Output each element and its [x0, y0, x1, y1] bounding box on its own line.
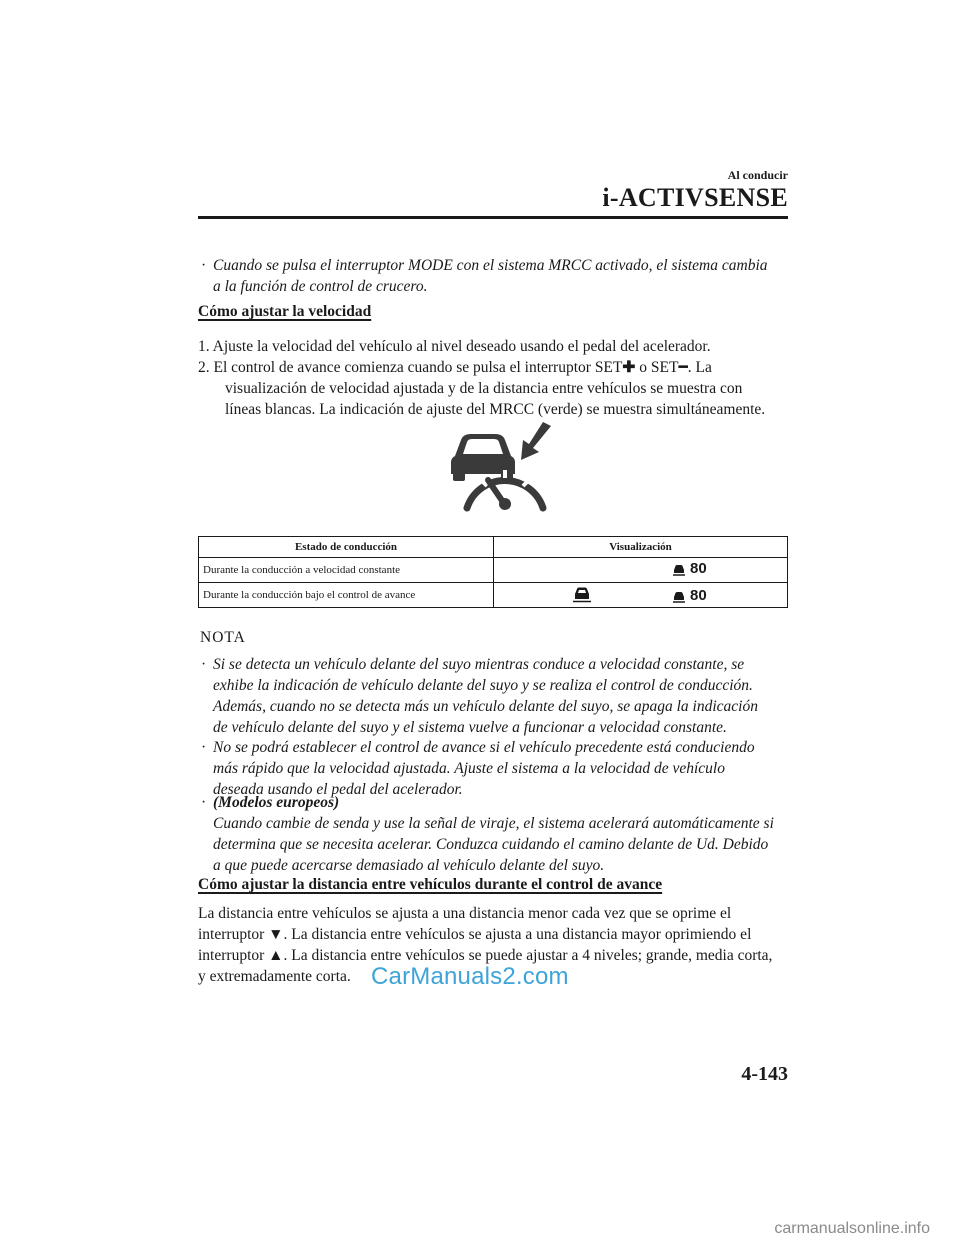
bullet-dot: ·	[201, 739, 207, 756]
speed-step-1: 1. Ajuste la velocidad del vehículo al nivel deseado usando el pedal del acelerador.	[198, 338, 711, 355]
cruise-icon	[672, 589, 686, 606]
page-title: i-ACTIVSENSE	[602, 183, 788, 212]
note-1-line: Además, cuando no se detecta más un vehículo delante del suyo, se apaga la indicación	[213, 698, 758, 715]
note-label: NOTA	[200, 629, 246, 646]
note-bullet-2	[201, 737, 755, 800]
table-cell-state: Durante la conducción bajo el control de avance	[199, 583, 494, 608]
set-speed-value: 80	[690, 587, 707, 604]
section-label: Al conducir	[727, 168, 788, 182]
distance-line-2	[198, 924, 751, 945]
vehicle-ahead-icon	[572, 585, 592, 606]
distance-line-2a: interruptor	[198, 926, 269, 943]
mrcc-indicator-icon	[443, 422, 555, 512]
header-divider	[198, 216, 788, 219]
note-2-line: más rápido que la velocidad ajustada. Ajuste el sistema a la velocidad de vehículo	[213, 760, 725, 777]
table-header-display: Visualización	[494, 537, 788, 558]
note-bullet-1	[201, 654, 758, 738]
note-1-line: Si se detecta un vehículo delante del suyo mientras conduce a velocidad constante, se	[213, 656, 745, 673]
set-plus-icon: ✚	[622, 359, 636, 376]
speed-step-2-line-2: visualización de velocidad ajustada y de la distancia entre vehículos se muestra con	[225, 380, 743, 397]
note-3-line: determina que se necesita acelerar. Conduzca cuidando el camino delante de Ud. Debido	[213, 836, 769, 853]
note-3-line: a que puede acercarse demasiado al vehículo delante del suyo.	[213, 857, 605, 874]
note-1-line: exhibe la indicación de vehículo delante del suyo y se realiza el control de conducción.	[213, 677, 753, 694]
distance-line-2b: . La distancia entre vehículos se ajusta a una distancia mayor oprimiendo el	[283, 926, 752, 943]
note-3-title: (Modelos europeos)	[213, 794, 340, 811]
up-triangle-icon: ▲	[268, 947, 284, 964]
speed-heading: Cómo ajustar la velocidad	[198, 303, 372, 320]
table-cell-display	[494, 558, 788, 583]
speed-step-2-line-3: líneas blancas. La indicación de ajuste del MRCC (verde) se muestra simultáneamente.	[225, 401, 766, 418]
bullet-dot: ·	[201, 257, 207, 274]
note-3-line: Cuando cambie de senda y use la señal de viraje, el sistema acelerará automáticamente si	[213, 815, 774, 832]
footer-link[interactable]: carmanualsonline.info	[774, 1220, 930, 1237]
bullet-dot: ·	[201, 794, 207, 811]
table-row	[199, 558, 788, 583]
note-1-line: de vehículo delante del suyo y el sistema vuelve a funcionar a velocidad constante.	[213, 719, 727, 736]
table-cell-state: Durante la conducción a velocidad constante	[199, 558, 494, 583]
down-triangle-icon: ▼	[268, 926, 284, 943]
set-speed-value: 80	[690, 560, 707, 577]
distance-line-3b: . La distancia entre vehículos se puede ajustar a 4 niveles; grande, media corta,	[283, 947, 773, 964]
table-header-state: Estado de conducción	[199, 537, 494, 558]
step2-mid: o SET	[635, 359, 679, 376]
watermark-link[interactable]: CarManuals2.com	[371, 963, 569, 990]
distance-line-3a: interruptor	[198, 947, 269, 964]
note-2-line: deseada usando el pedal del acelerador.	[213, 781, 463, 798]
intro-line-1: Cuando se pulsa el interruptor MODE con el sistema MRCC activado, el sistema cambia	[213, 257, 768, 274]
table-row	[199, 583, 788, 608]
distance-heading: Cómo ajustar la distancia entre vehículos durante el control de avance	[198, 876, 663, 893]
intro-bullet	[201, 255, 768, 297]
speed-step-2	[198, 357, 712, 378]
driving-state-table	[198, 536, 788, 608]
set-minus-icon: ━	[678, 359, 688, 376]
page-number: 4-143	[741, 1063, 788, 1085]
cruise-icon	[672, 562, 686, 579]
table-cell-display	[494, 583, 788, 608]
distance-line-4: y extremadamente corta.	[198, 968, 351, 985]
distance-line-1: La distancia entre vehículos se ajusta a una distancia menor cada vez que se oprime el	[198, 905, 732, 922]
note-bullet-3	[201, 792, 774, 876]
step2-prefix: 2. El control de avance comienza cuando se pulsa el interruptor SET	[198, 359, 623, 376]
note-2-line: No se podrá establecer el control de avance si el vehículo precedente está conduciendo	[213, 739, 755, 756]
intro-line-2: a la función de control de crucero.	[213, 278, 428, 295]
step2-suffix: . La	[687, 359, 712, 376]
bullet-dot: ·	[201, 656, 207, 673]
